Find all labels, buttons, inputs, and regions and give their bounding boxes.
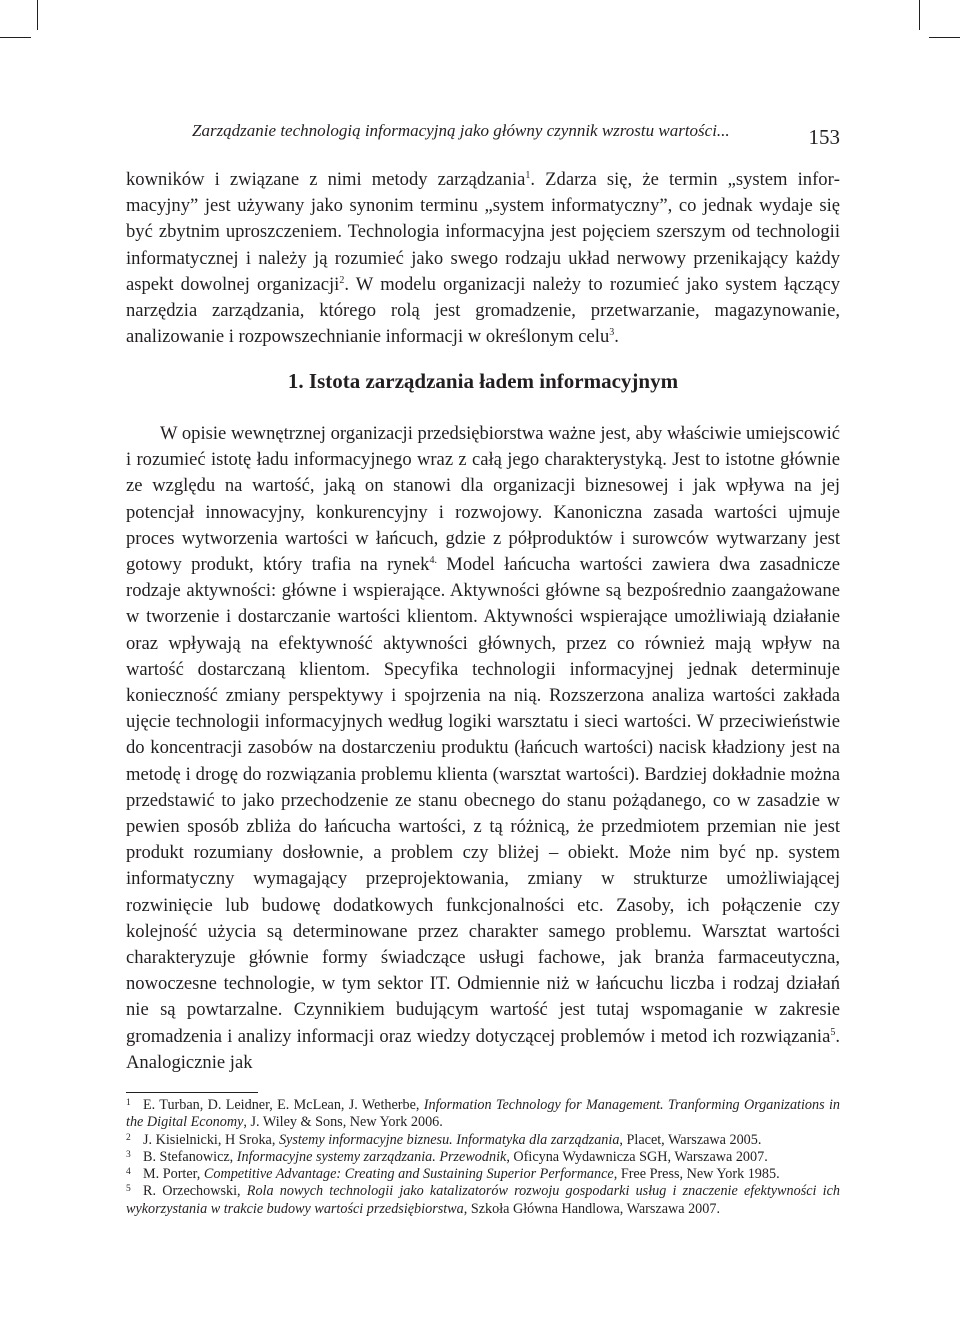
crop-mark-top-left [37,0,38,30]
footnote-title: Informacyjne systemy zarządzania. Przewodnik [236,1148,507,1165]
page-header [126,116,840,152]
paragraph-intro [126,167,840,350]
footnote-ref-2: 2 [339,274,345,286]
crop-mark-top-right [919,0,920,30]
footnote-2: 2 J. Kisielnicki, H Sroka, Systemy informacyjne biznesu. Informatyka dla zarządzania, Placet, Warszawa 2005. [126,1131,762,1148]
paragraph-text: W opisie wewnętrznej organizacji przedsiębiorstwa ważne jest, aby właściwie umiejscowić i rozumieć istotę ładu informacyjnego wraz z całą jego charakterystyką. Jest to istotne głównie ze względu na wartość, jaką on stanowi dla organizacji biznesowej i jak wpływa na jej potencjał innowacyjny, konkurencyjny i rozwojowy. Kanoniczna zasada wartości ujmuje proces wytworzenia wartości w łańcuch, gdzie z półproduktów i surowców wytwarzany jest gotowy produkt, który trafia na rynek$^{4.}$ Model łańcucha wartości zawiera dwa zasadnicze rodzaje aktywności: główne i wspierające. Aktywności główne są bezpośrednio zaangażowane w tworzenie i dostarczanie wartości klientom. Aktywności wspierające umożliwiają działanie oraz wpływają na efektywność aktywności głównych, przez co również mają wpływ na wartość dostarczaną klientom. Specyfika technologii informacyjnej jednak determinuje konieczność zmiany perspektywy i spojrzenia na nią. Rozszerzona analiza wartości zakłada ujęcie technologii informacyjnych według logiki warsztatu i sieci wartości. W przeciwieństwie do koncentracji zasobów na dostarczeniu produktu (łańcuch wartości) nacisk kładziony jest na metodę i drogę do rozwiązania problemu klienta (warsztat wartości). Bardziej dokładnie można przedstawić to jako przechodzenie ze stanu obecnego do stanu pożądanego, co w zasadzie w pewien sposób zbliża do łańcucha wartości, z tą różnicą, że przedmiotem przemian nie jest produkt rozumiany dosłownie, a problem czy bliżej – obiekt. Może nim być np. system informatyczny wymagający przeprojektowania, zmiany w strukturze umożliwiającej rozwinięcie lub budowę dodatkowych funkcjonalności etc. Zasoby, ich połączenie czy kolejność użycia są determinowane przez charakter samego problemu. Warsztat wartości charakteryzuje głównie formy świadczące usługi fachowe, jak branża farmaceutyczna, nowoczesne technologie, w tym sektor IT. Odmiennie niż w łańcuchu liczba i rodzaj działań nie są powtarzalne. Czynnikiem budującym wartość jest tutaj wspomaganie w zakresie gromadzenia i analizy informacji oraz wiedzy dotyczącej problemów i metod ich rozwiązania$^5$. Analogicznie jak [126,423,840,1073]
paragraph-text: kowników i związane z nimi metody zarządzania$^1$. Zdarza się, że termin „system informacyjny” jest używany jako synonim terminu „system informatyczny”, co jednak wydaje się być zbytnim uproszczeniem. Technologia informacyjna jest pojęciem szerszym od technologii informatycznej i należy ją rozumieć jako swego rodzaju układ nerwowy przenikający każdy aspekt dowolnej organizacji$^2$. W modelu organizacji należy to rozumieć jako system łączący narzędzia zarządzania, którego rolą jest gromadzenie, przetwarzanie, magazynowanie, analizowanie i rozpowszechnianie informacji w określonym celu$^3$. [126,169,840,348]
page-number: 153 [808,125,840,149]
footnote-ref-4: 4. [429,555,437,567]
footnote-title: Systemy informacyjne biznesu. Informatyka dla zarządzania [278,1131,620,1148]
crop-mark-left [0,37,31,38]
footnote-ref-1: 1 [525,170,531,181]
paragraph-main [126,421,840,1076]
footnote-1: 1 E. Turban, D. Leidner, E. McLean, J. Wetherbe, Information Technology for Management. Tranforming Organizations in the Digital Economy, J. Wiley & Sons, New York 2006. [126,1097,840,1131]
running-head: Zarządzanie technologią informacyjną jako główny czynnik wzrostu wartości... [192,121,730,140]
footnote-title: Competitive Advantage: Creating and Sustaining Superior Performance [203,1166,614,1183]
footnote-ref-3: 3 [609,327,615,339]
footnote-5: 5 R. Orzechowski, Rola nowych technologii jako katalizatorów rozwoju gospodarki usług i znaczenie efektywności ich wykorzystania w trakcie budowy wartości przedsiębiorstwa, Szkoła Główna Handlowa, Warszawa 2007. [126,1183,840,1217]
footnote-title: Rola nowych technologii jako katalizatorów rozwoju gospodarki usług i znaczenie efektywności ich wykorzystania w trakcie budowy wartości przedsiębiorstwa [126,1183,840,1217]
footnote-4: 4 M. Porter, Competitive Advantage: Creating and Sustaining Superior Performance, Free Press, New York 1985. [126,1166,780,1183]
footnote-ref-5: 5 [830,1026,836,1038]
section-heading: 1. Istota zarządzania ładem informacyjnym [287,369,679,393]
footnotes [126,1097,840,1218]
crop-mark-right [929,37,960,38]
footnote-title: Information Technology for Management. Tranforming Organizations in the Digital Economy [126,1097,840,1131]
footnote-3: 3 B. Stefanowicz, Informacyjne systemy zarządzania. Przewodnik, Oficyna Wydawnicza SGH, Warszawa 2007. [126,1148,768,1165]
footnote-separator [126,1092,258,1093]
